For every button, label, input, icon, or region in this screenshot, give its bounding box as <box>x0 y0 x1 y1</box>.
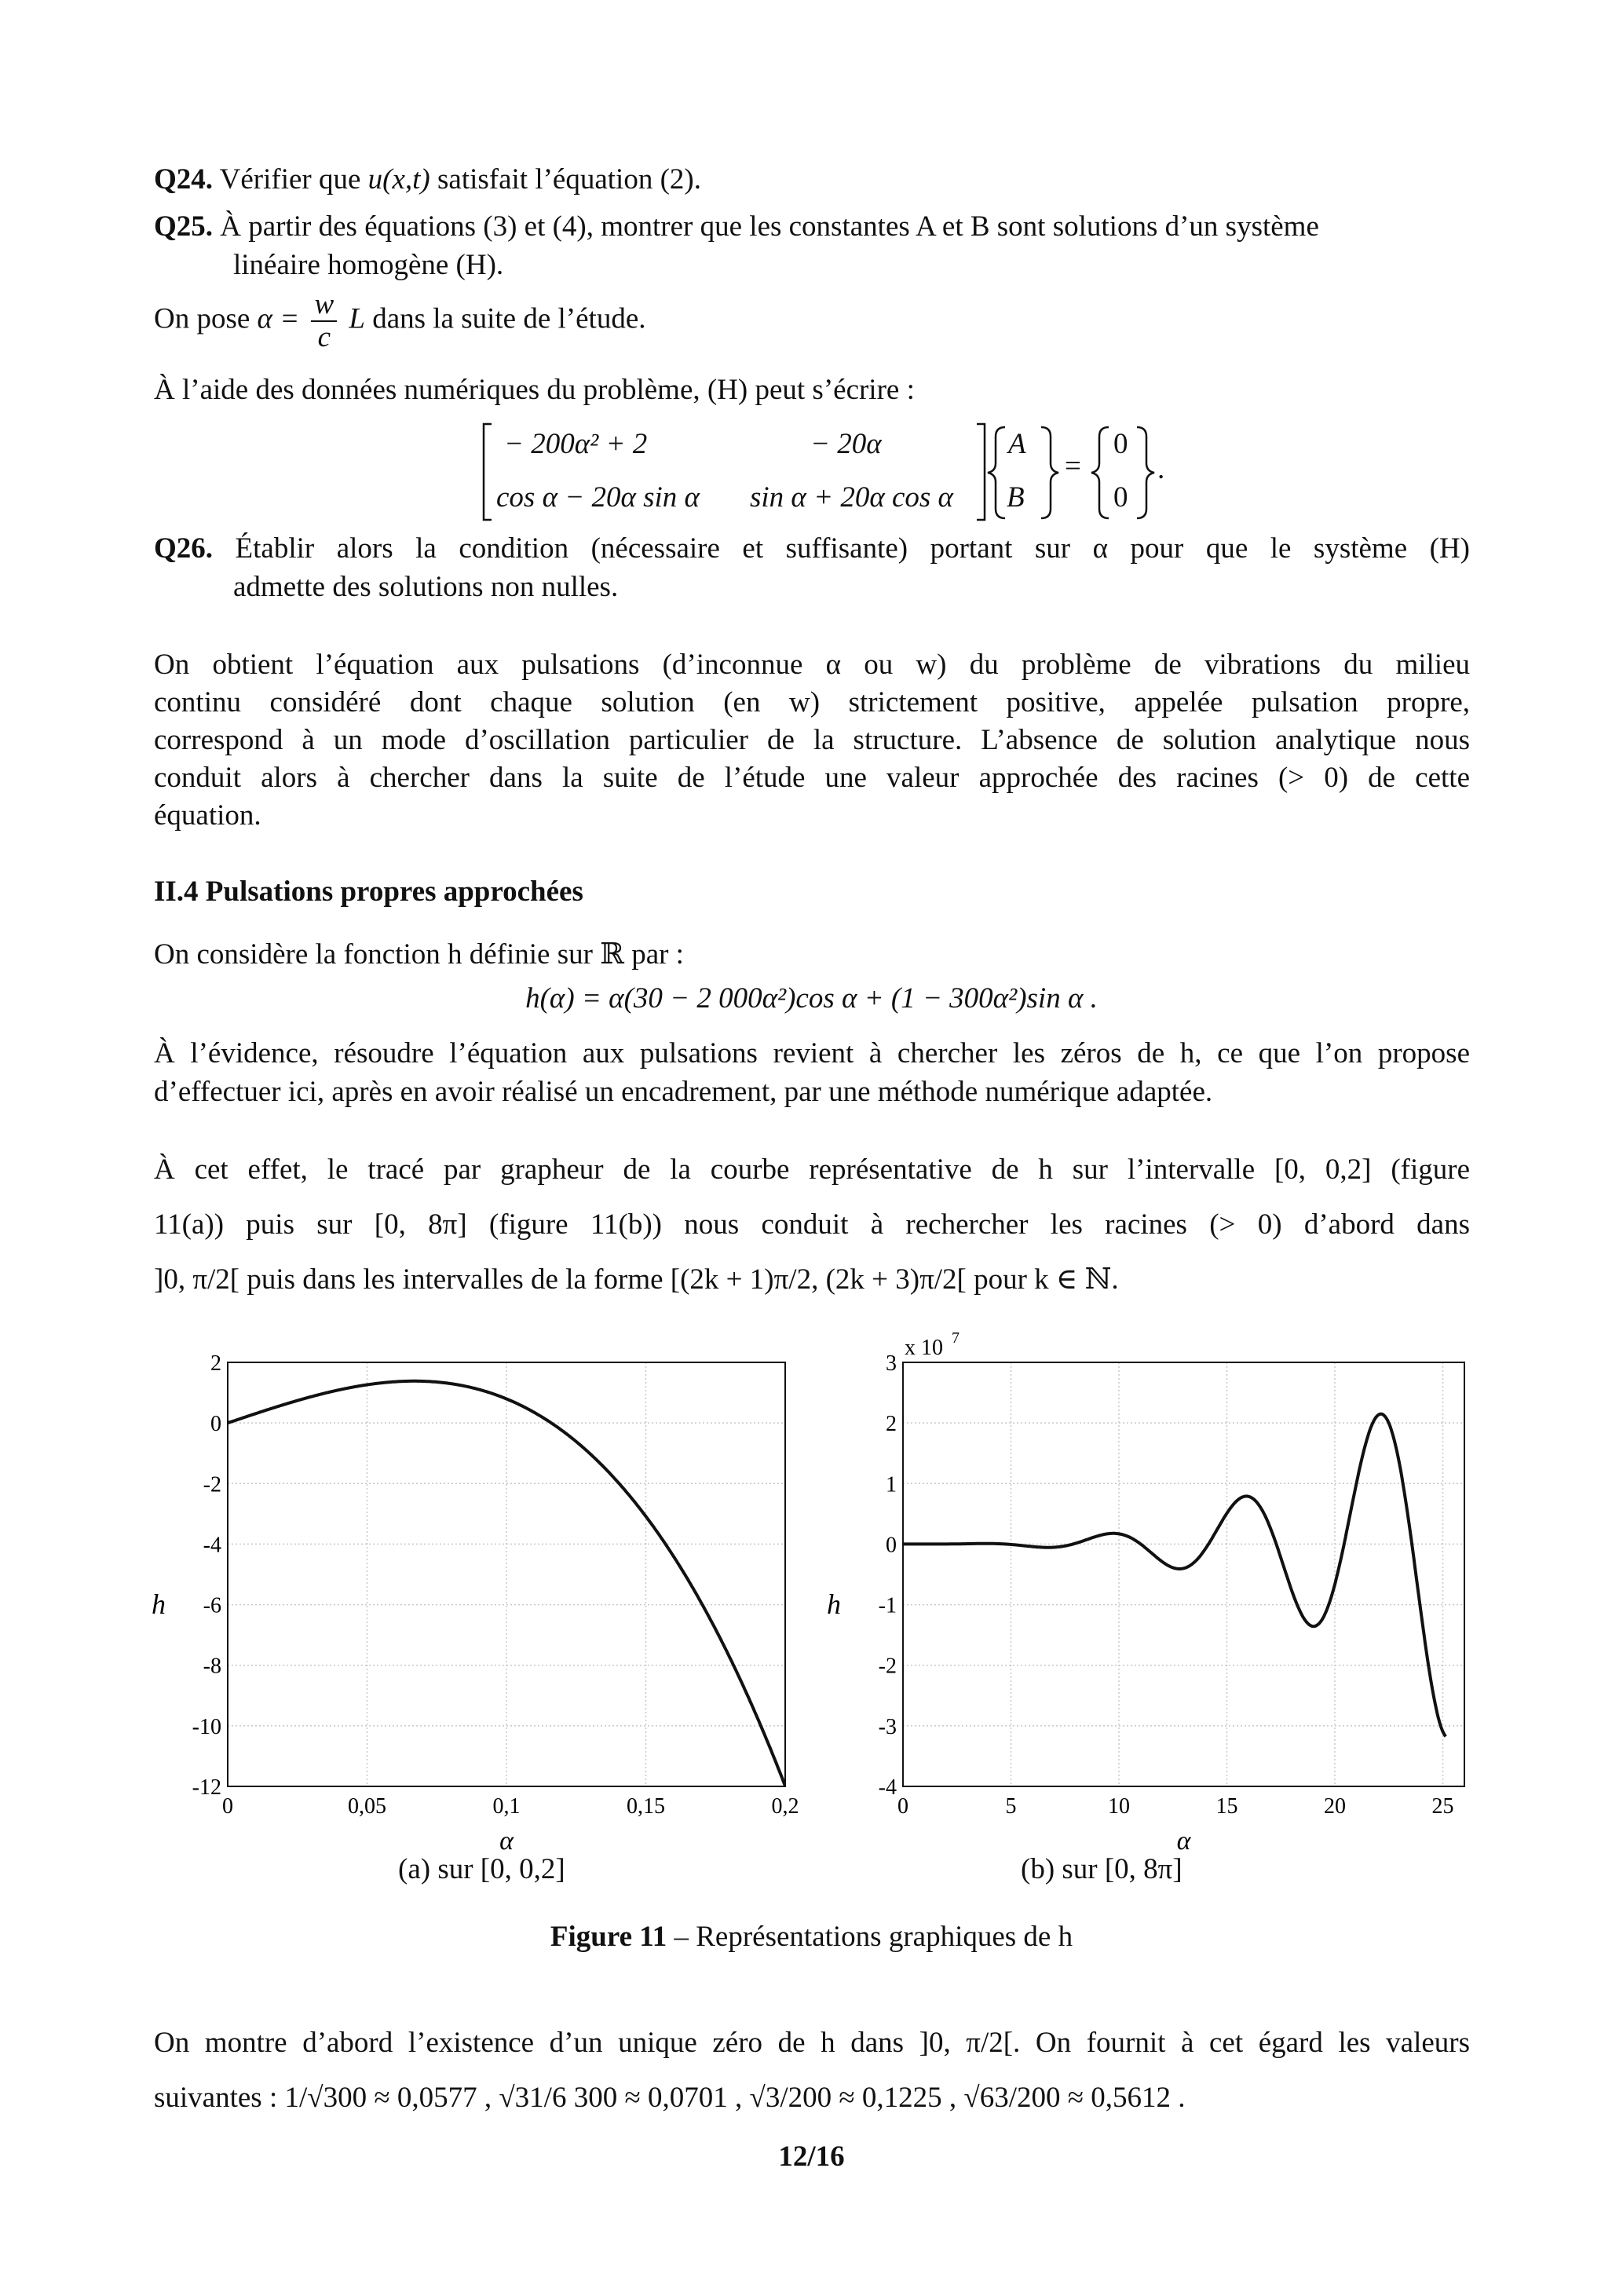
page-number: 12/16 <box>778 2141 845 2173</box>
h-definition: h(α) = α(30 − 2 000α²)cos α + (1 − 300α²)sin α . <box>525 982 1098 1015</box>
scale-label: x 10 <box>905 1336 943 1360</box>
vector-B: B <box>1007 481 1025 514</box>
pose-text-a: On pose <box>154 302 250 335</box>
para1-line5: équation. <box>154 799 261 832</box>
q24-label: Q24. <box>154 163 214 196</box>
pose-L: L <box>349 302 365 335</box>
para1-line1: On obtient l’équation aux pulsations (d’inconnue α ou w) du problème de vibrations du milieu <box>154 649 1470 681</box>
para1-line2: continu considéré dont chaque solution (en w) strictement positive, appelée pulsation propre, <box>154 686 1470 718</box>
equals-sign: = <box>1065 450 1081 482</box>
zero-top: 0 <box>1113 428 1128 460</box>
q24-text-a: Vérifier que <box>219 163 361 196</box>
para2-line1: À l’évidence, résoudre l’équation aux pulsations revient à chercher les zéros de h, ce que l’on propose <box>154 1037 1470 1069</box>
matrix-a11: − 200α² + 2 <box>504 428 648 460</box>
matrix-a12: − 20α <box>810 428 882 460</box>
pose-alpha: α = <box>257 302 300 335</box>
scale-exponent: 7 <box>952 1329 960 1347</box>
chart-panel-b <box>827 1329 1464 1855</box>
figure-caption <box>0 1920 1623 1954</box>
q24-expression: u(x,t) <box>367 163 430 196</box>
x-tick-label: 20 <box>1324 1794 1346 1819</box>
y-tick-label: -12 <box>192 1775 221 1800</box>
para4-line2: suivantes : 1/√300 ≈ 0,0577 , √31/6 300 ≈ 0,0701 , √3/200 ≈ 0,1225 , √63/200 ≈ 0,5612 . <box>154 2082 1186 2114</box>
section-heading: II.4 Pulsations propres approchées <box>154 876 583 908</box>
figure-11 <box>0 1319 1623 1885</box>
x-axis-label: α <box>1176 1826 1191 1855</box>
y-tick-label: 2 <box>210 1351 221 1376</box>
matrix-a21: cos α − 20α sin α <box>496 481 700 514</box>
para1-line4: conduit alors à chercher dans la suite de l’étude une valeur approchée des racines (> 0) de cette <box>154 762 1470 794</box>
pose-text-b: dans la suite de l’étude. <box>372 302 646 335</box>
zero-bottom: 0 <box>1113 481 1128 514</box>
y-tick-label: -8 <box>203 1654 221 1679</box>
figure-label: Figure 11 <box>550 1921 667 1953</box>
plot-frame <box>903 1362 1464 1786</box>
vector-A: A <box>1008 428 1026 460</box>
para4-line1: On montre d’abord l’existence d’un unique zéro de h dans ]0, π/2[. On fournit à cet égard les valeurs <box>154 2027 1470 2059</box>
q25-line2: linéaire homogène (H). <box>233 249 504 281</box>
caption-b: (b) sur [0, 8π] <box>1021 1853 1183 1885</box>
x-tick-label: 10 <box>1108 1794 1130 1819</box>
x-tick-label: 0,1 <box>492 1794 521 1819</box>
y-tick-label: -1 <box>878 1593 897 1618</box>
q25-label: Q25. <box>154 210 214 243</box>
y-tick-label: -2 <box>203 1472 221 1497</box>
y-tick-label: 0 <box>886 1533 897 1558</box>
para2-line2: d’effectuer ici, après en avoir réalisé un encadrement, par une méthode numérique adaptée. <box>154 1076 1213 1108</box>
q26-line2: admette des solutions non nulles. <box>233 571 619 603</box>
caption-a: (a) sur [0, 0,2] <box>398 1853 565 1885</box>
pose-line <box>154 289 646 353</box>
y-tick-label: 1 <box>886 1472 897 1497</box>
x-axis-label: α <box>499 1826 514 1855</box>
q24-text-b: satisfait l’équation (2). <box>437 163 701 196</box>
y-axis-label: h <box>827 1588 841 1620</box>
matrix-period: . <box>1157 453 1165 485</box>
y-tick-label: 2 <box>886 1412 897 1437</box>
question-q25-line1 <box>154 208 1319 246</box>
y-tick-label: 3 <box>886 1351 897 1376</box>
x-tick-label: 0,05 <box>348 1794 386 1819</box>
x-tick-label: 0,15 <box>627 1794 665 1819</box>
y-tick-label: -4 <box>203 1533 221 1558</box>
aide-line: À l’aide des données numériques du problème, (H) peut s’écrire : <box>154 374 915 406</box>
figure-caption-text: – Représentations graphiques de h <box>667 1921 1073 1953</box>
chart-panel-a <box>152 1351 799 1855</box>
q25-line1: À partir des équations (3) et (4), montrer que les constantes A et B sont solutions d’un système <box>220 210 1319 243</box>
y-tick-label: -4 <box>878 1775 897 1800</box>
y-tick-label: -2 <box>878 1654 897 1679</box>
x-tick-label: 15 <box>1215 1794 1238 1819</box>
fraction-denominator: c <box>317 321 331 353</box>
para3-line2: 11(a)) puis sur [0, 8π] (figure 11(b)) nous conduit à rechercher les racines (> 0) d’abord dans <box>154 1208 1470 1241</box>
matrix-a22: sin α + 20α cos α <box>750 481 953 514</box>
x-tick-label: 0,2 <box>771 1794 799 1819</box>
y-tick-label: -6 <box>203 1593 221 1618</box>
q26-label: Q26. <box>154 532 214 565</box>
x-tick-label: 0 <box>222 1794 233 1819</box>
question-q26-line1 <box>154 530 1470 568</box>
para1-line3: correspond à un mode d’oscillation particulier de la structure. L’absence de solution analytique nous <box>154 724 1470 756</box>
y-tick-label: 0 <box>210 1412 221 1437</box>
question-q24 <box>154 161 701 199</box>
considere-line: On considère la fonction h définie sur ℝ par : <box>154 938 684 971</box>
q26-line1: Établir alors la condition (nécessaire et suffisante) portant sur α pour que le système (H) <box>235 532 1470 565</box>
para3-line3: ]0, π/2[ puis dans les intervalles de la forme [(2k + 1)π/2, (2k + 3)π/2[ pour k ∈ ℕ. <box>154 1263 1119 1296</box>
x-tick-label: 5 <box>1005 1794 1017 1819</box>
y-axis-label: h <box>152 1588 166 1620</box>
y-tick-label: -3 <box>878 1714 897 1739</box>
para3-line1: À cet effet, le tracé par grapheur de la courbe représentative de h sur l’intervalle [0, 0,2] (figure <box>154 1153 1470 1186</box>
fraction-numerator: w <box>311 289 337 322</box>
x-tick-label: 0 <box>897 1794 908 1819</box>
series-line <box>903 1414 1446 1737</box>
w-over-c-fraction <box>311 289 337 353</box>
x-tick-label: 25 <box>1431 1794 1454 1819</box>
y-tick-label: -10 <box>192 1714 221 1739</box>
